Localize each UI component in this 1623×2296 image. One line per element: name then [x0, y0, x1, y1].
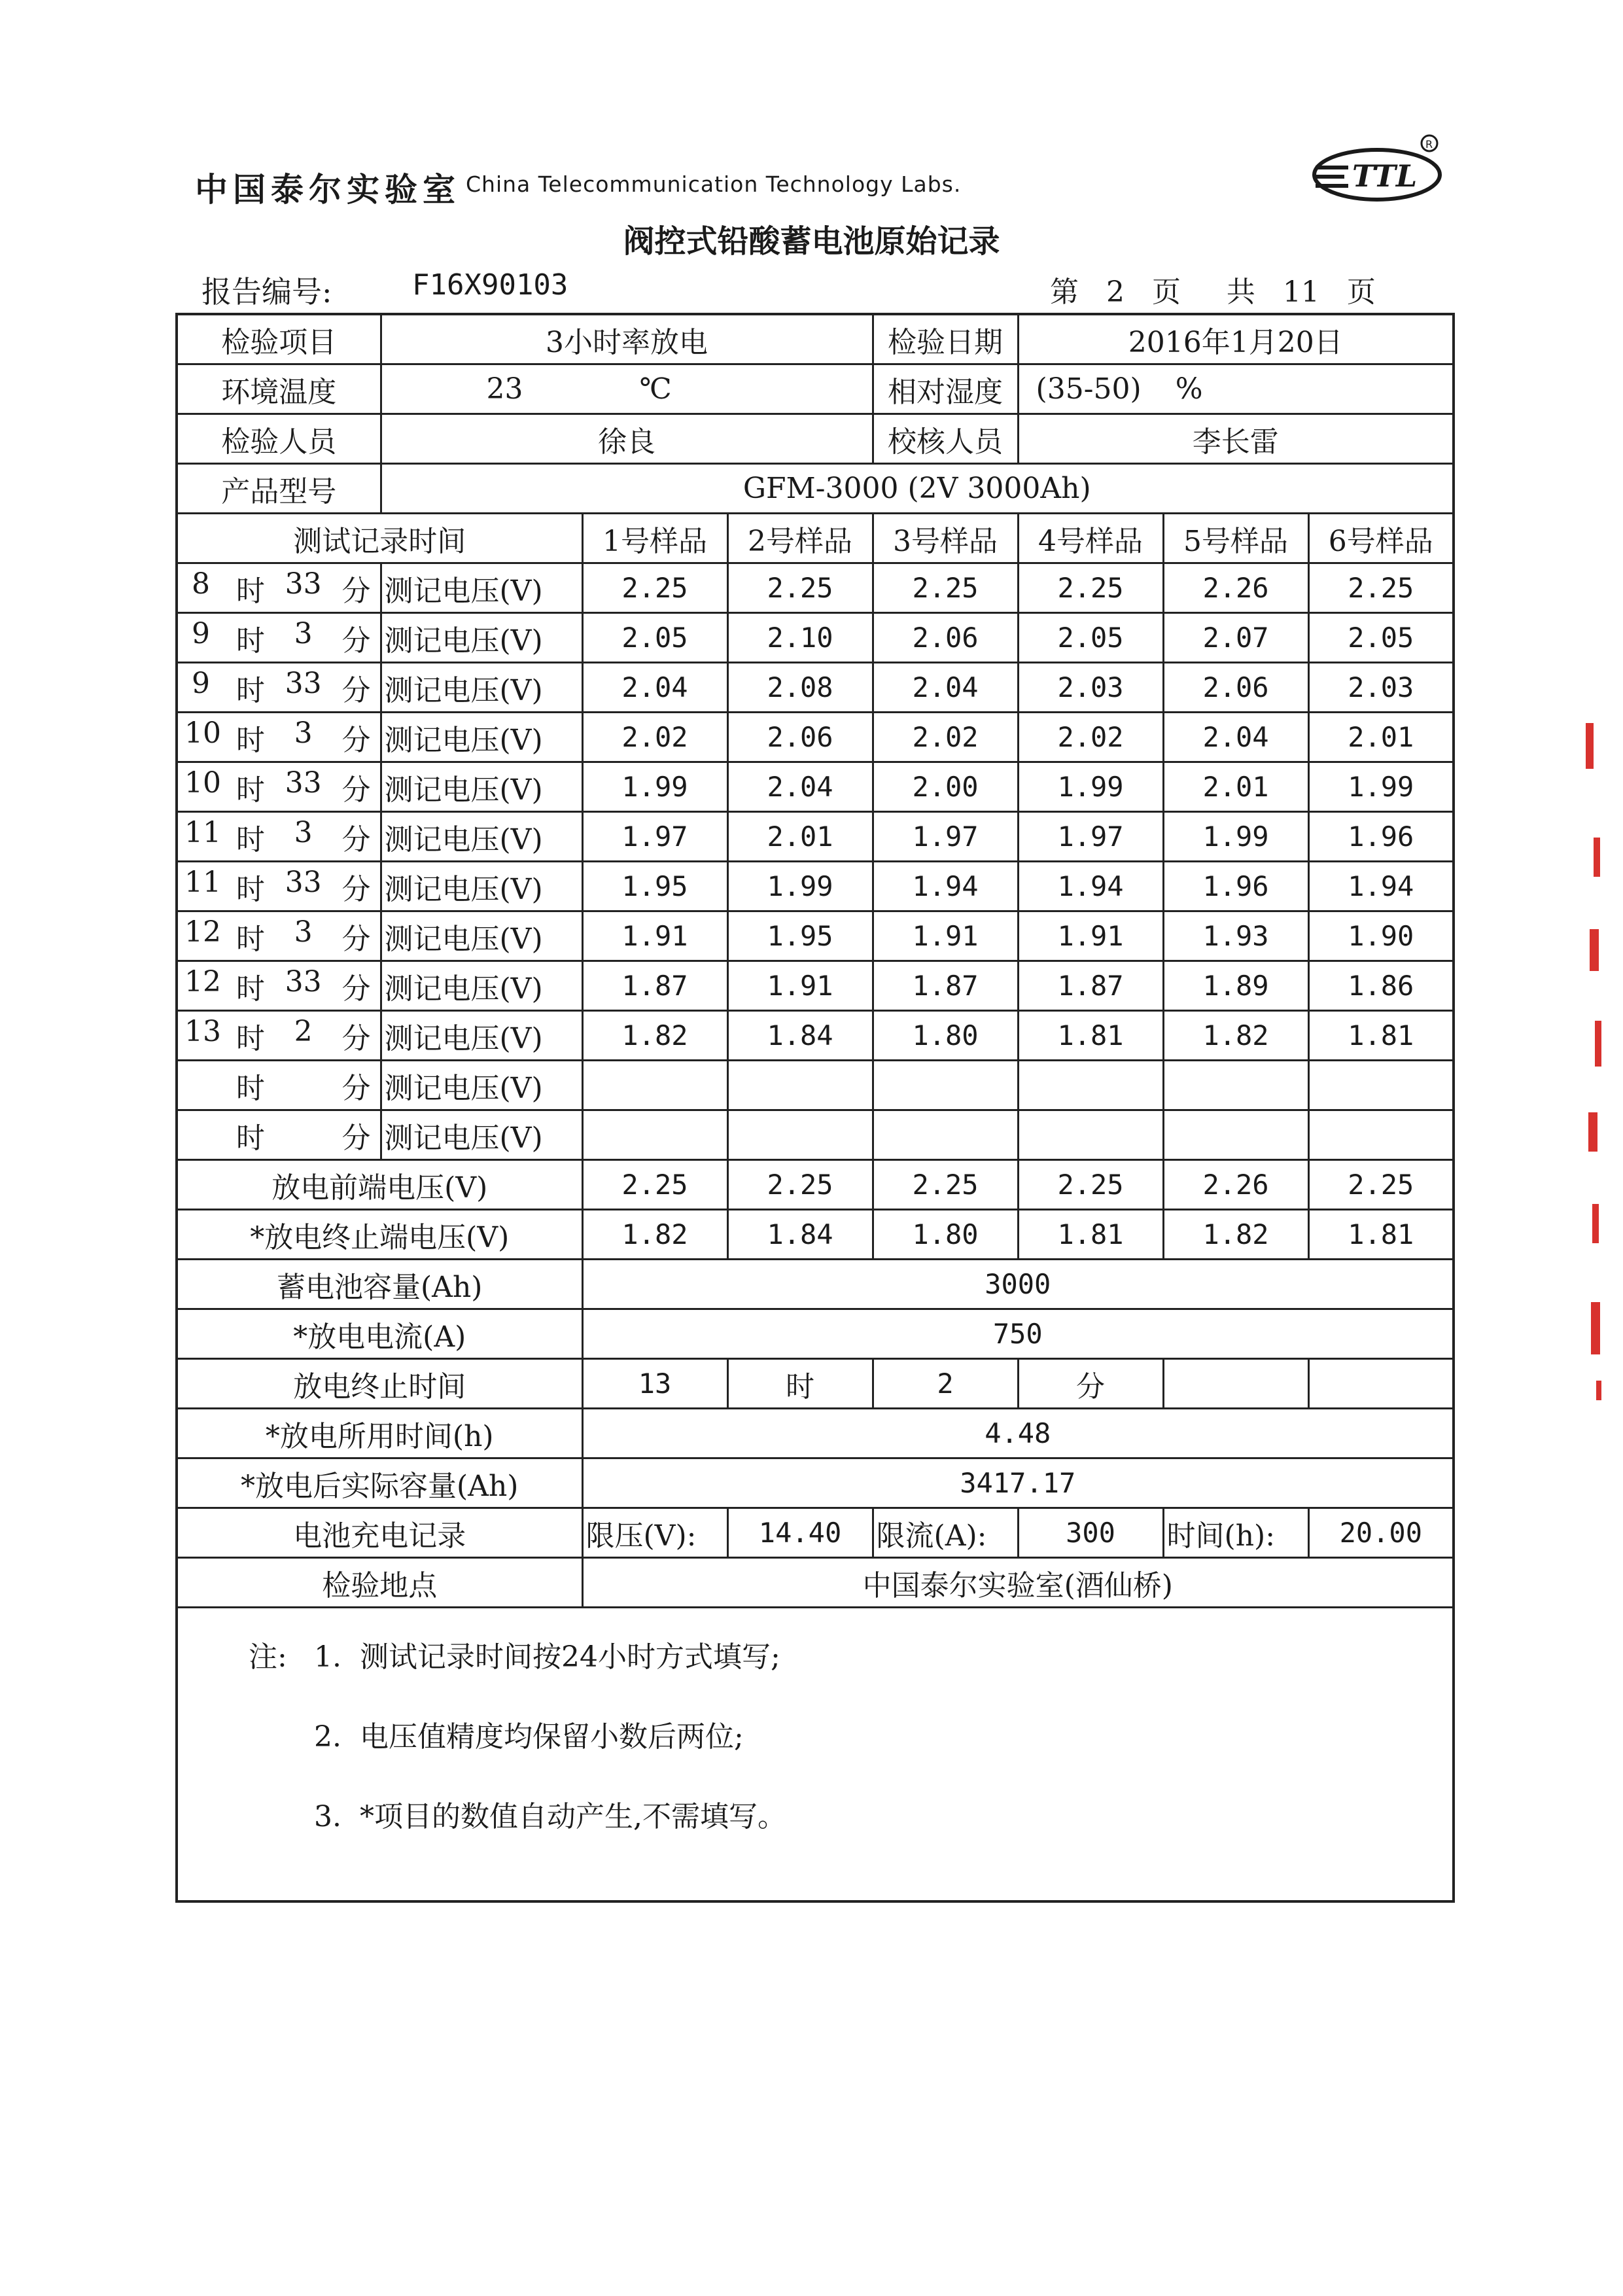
reading-hour: 9 — [192, 666, 210, 700]
discharge-current — [177, 1309, 1454, 1359]
voltage-cell — [1018, 1110, 1163, 1160]
page-suffix: 页 — [1151, 275, 1181, 309]
discharge-duration-value: 4.48 — [582, 1409, 1454, 1458]
voltage-cell: 1.99 — [1308, 762, 1454, 812]
svg-text:TTL: TTL — [1352, 158, 1418, 194]
minute-unit: 分 — [341, 624, 371, 658]
end-voltage-cell: 1.80 — [873, 1210, 1018, 1260]
note-item: 2. 电压值精度均保留小数后两位; — [314, 1720, 744, 1754]
reading-time — [177, 762, 381, 812]
voltage-cell: 1.95 — [582, 862, 727, 911]
reading-time — [177, 812, 381, 862]
pre-voltage-cell: 2.25 — [727, 1160, 873, 1210]
voltage-cell — [873, 1110, 1018, 1160]
reading-minute: 33 — [285, 964, 322, 998]
minute-unit: 分 — [341, 972, 371, 1006]
hour-unit: 时 — [236, 723, 265, 757]
humidity-value: (35-50) — [1036, 372, 1142, 406]
voltage-cell: 2.06 — [1163, 663, 1308, 713]
voltage-cell: 2.03 — [1018, 663, 1163, 713]
minute-unit: 分 — [341, 822, 371, 857]
temperature-value: 23 — [486, 372, 523, 406]
end-voltage-cell: 1.82 — [1163, 1210, 1308, 1260]
report-number: F16X90103 — [412, 268, 568, 302]
reading-minute: 33 — [285, 666, 322, 700]
voltage-cell: 1.87 — [873, 961, 1018, 1011]
date-label: 检验日期 — [873, 314, 1018, 364]
info-row-environment — [177, 364, 1454, 414]
sample-header-3: 3号样品 — [873, 514, 1018, 563]
capacity-value: 3000 — [582, 1260, 1454, 1309]
stamp-mark — [1596, 1381, 1601, 1400]
reading-label: 测记电压(V) — [381, 812, 582, 862]
stamp-mark — [1590, 929, 1599, 971]
voltage-cell: 2.10 — [727, 613, 873, 663]
voltage-cell — [1018, 1061, 1163, 1110]
voltage-cell: 1.91 — [873, 911, 1018, 961]
voltage-cell: 2.25 — [582, 563, 727, 613]
voltage-cell: 1.99 — [582, 762, 727, 812]
minute-unit: 分 — [341, 773, 371, 807]
stamp-mark — [1595, 1021, 1601, 1067]
reading-row — [177, 563, 1454, 613]
voltage-cell: 2.04 — [582, 663, 727, 713]
humidity-label: 相对湿度 — [873, 364, 1018, 414]
voltage-cell: 1.96 — [1163, 862, 1308, 911]
capacity — [177, 1260, 1454, 1309]
voltage-cell: 1.99 — [1163, 812, 1308, 862]
voltage-cell: 2.06 — [873, 613, 1018, 663]
reading-hour: 10 — [184, 716, 221, 750]
stamp-mark — [1591, 1302, 1600, 1354]
voltage-cell — [582, 1110, 727, 1160]
reading-label: 测记电压(V) — [381, 1110, 582, 1160]
model-value: GFM-3000 (2V 3000Ah) — [381, 464, 1454, 514]
reading-hour: 11 — [184, 865, 221, 899]
reading-minute: 2 — [294, 1014, 313, 1048]
reading-time — [177, 961, 381, 1011]
voltage-cell: 1.84 — [727, 1011, 873, 1061]
minute-unit: 分 — [341, 574, 371, 608]
location-value: 中国泰尔实验室(酒仙桥) — [582, 1558, 1454, 1608]
notes-row — [177, 1608, 1454, 1902]
voltage-cell: 1.82 — [1163, 1011, 1308, 1061]
end-voltage-cell: 1.81 — [1308, 1210, 1454, 1260]
voltage-cell: 1.94 — [873, 862, 1018, 911]
pre-voltage-cell: 2.25 — [873, 1160, 1018, 1210]
info-row-item — [177, 314, 1454, 364]
voltage-cell: 1.82 — [582, 1011, 727, 1061]
minute-unit: 分 — [341, 1121, 371, 1155]
reading-row — [177, 713, 1454, 762]
voltage-cell: 1.99 — [1018, 762, 1163, 812]
reading-hour: 12 — [184, 964, 221, 998]
voltage-cell: 2.02 — [1018, 713, 1163, 762]
end-time-row — [177, 1359, 1454, 1409]
reading-time — [177, 713, 381, 762]
reading-label: 测记电压(V) — [381, 563, 582, 613]
end-voltage-cell: 1.82 — [582, 1210, 727, 1260]
voltage-cell — [1163, 1110, 1308, 1160]
discharge-current-value: 750 — [582, 1309, 1454, 1359]
voltage-cell: 2.05 — [1018, 613, 1163, 663]
reviewer-value: 李长雷 — [1018, 414, 1454, 464]
charge-time-value: 20.00 — [1308, 1508, 1454, 1558]
stamp-mark — [1588, 1112, 1597, 1152]
hour-unit: 时 — [236, 574, 265, 608]
reading-label: 测记电压(V) — [381, 762, 582, 812]
sample-header-4: 4号样品 — [1018, 514, 1163, 563]
voltage-cell: 2.25 — [727, 563, 873, 613]
voltage-cell: 2.05 — [582, 613, 727, 663]
discharge-duration — [177, 1409, 1454, 1458]
humidity-unit: % — [1175, 372, 1203, 406]
voltage-cell: 1.91 — [582, 911, 727, 961]
reading-row — [177, 911, 1454, 961]
reading-row — [177, 1110, 1454, 1160]
actual-capacity-label: *放电后实际容量(Ah) — [177, 1458, 582, 1508]
model-label: 产品型号 — [177, 464, 381, 514]
temperature-label: 环境温度 — [177, 364, 381, 414]
reading-time — [177, 1011, 381, 1061]
reading-minute: 33 — [285, 567, 322, 601]
voltage-cell: 1.86 — [1308, 961, 1454, 1011]
voltage-cell: 2.04 — [873, 663, 1018, 713]
hour-unit: 时 — [236, 624, 265, 658]
voltage-cell — [582, 1061, 727, 1110]
pre-voltage-cell: 2.25 — [1018, 1160, 1163, 1210]
end-minute-unit: 分 — [1018, 1359, 1163, 1409]
voltage-cell: 2.03 — [1308, 663, 1454, 713]
charge-voltage-label: 限压(V): — [582, 1508, 727, 1558]
page-prefix: 第 — [1050, 275, 1079, 309]
voltage-cell: 2.25 — [1308, 563, 1454, 613]
reading-label: 测记电压(V) — [381, 1061, 582, 1110]
voltage-cell: 2.04 — [1163, 713, 1308, 762]
charge-current-label: 限流(A): — [873, 1508, 1018, 1558]
reading-row — [177, 613, 1454, 663]
pre-voltage-label: 放电前端电压(V) — [177, 1160, 582, 1210]
reading-hour: 12 — [184, 915, 221, 949]
inspector-label: 检验人员 — [177, 414, 381, 464]
sample-header-1: 1号样品 — [582, 514, 727, 563]
end-voltage-cell: 1.84 — [727, 1210, 873, 1260]
total-prefix: 共 — [1226, 275, 1255, 309]
report-number-label: 报告编号: — [201, 274, 332, 309]
discharge-current-label: *放电电流(A) — [177, 1309, 582, 1359]
end-voltage-cell: 1.81 — [1018, 1210, 1163, 1260]
reading-time — [177, 563, 381, 613]
voltage-cell: 2.25 — [1018, 563, 1163, 613]
voltage-cell: 1.87 — [582, 961, 727, 1011]
voltage-cell — [727, 1110, 873, 1160]
voltage-cell: 1.93 — [1163, 911, 1308, 961]
reading-minute: 33 — [285, 766, 322, 800]
page-number: 2 — [1106, 275, 1125, 309]
page-info — [1050, 268, 1376, 310]
note-item: 3. *项目的数值自动产生,不需填写。 — [314, 1800, 786, 1833]
pre-voltage-cell: 2.25 — [582, 1160, 727, 1210]
reading-row — [177, 1011, 1454, 1061]
voltage-cell: 1.91 — [1018, 911, 1163, 961]
time-column-header: 测试记录时间 — [177, 514, 582, 563]
reading-minute — [284, 1065, 323, 1106]
voltage-cell: 2.01 — [1308, 713, 1454, 762]
voltage-cell: 1.94 — [1308, 862, 1454, 911]
hour-unit: 时 — [236, 972, 265, 1006]
minute-unit: 分 — [341, 673, 371, 707]
minute-unit: 分 — [341, 1071, 371, 1105]
charge-current-value: 300 — [1018, 1508, 1163, 1558]
voltage-cell — [1308, 1110, 1454, 1160]
reading-minute: 33 — [285, 865, 322, 899]
pre-voltage-row — [177, 1160, 1454, 1210]
end-time-label: 放电终止时间 — [177, 1359, 582, 1409]
minute-unit: 分 — [341, 922, 371, 956]
stamp-mark — [1586, 723, 1594, 769]
pre-voltage-cell: 2.25 — [1308, 1160, 1454, 1210]
sample-header-2: 2号样品 — [727, 514, 873, 563]
info-row-people — [177, 414, 1454, 464]
reading-row — [177, 762, 1454, 812]
reading-hour: 8 — [192, 567, 210, 601]
record-table — [175, 313, 1455, 1903]
charge-voltage-value: 14.40 — [727, 1508, 873, 1558]
reading-hour — [184, 1065, 217, 1106]
reading-time — [177, 862, 381, 911]
voltage-cell: 1.97 — [582, 812, 727, 862]
stamp-mark — [1594, 838, 1600, 877]
minute-unit: 分 — [341, 872, 371, 906]
voltage-cell: 2.06 — [727, 713, 873, 762]
voltage-cell: 2.02 — [873, 713, 1018, 762]
total-suffix: 页 — [1346, 275, 1376, 309]
voltage-cell: 2.07 — [1163, 613, 1308, 663]
reading-row — [177, 663, 1454, 713]
end-hour-value: 13 — [582, 1359, 727, 1409]
reading-label: 测记电压(V) — [381, 613, 582, 663]
voltage-cell — [1163, 1061, 1308, 1110]
voltage-cell: 2.05 — [1308, 613, 1454, 663]
reviewer-label: 校核人员 — [873, 414, 1018, 464]
voltage-cell: 1.99 — [727, 862, 873, 911]
reading-time — [177, 911, 381, 961]
reading-minute: 3 — [294, 915, 313, 949]
charge-time-label: 时间(h): — [1163, 1508, 1308, 1558]
sample-header-6: 6号样品 — [1308, 514, 1454, 563]
reading-time — [177, 663, 381, 713]
temperature-unit: ℃ — [639, 372, 672, 406]
voltage-cell — [727, 1061, 873, 1110]
reading-hour: 9 — [192, 616, 210, 650]
voltage-cell: 2.26 — [1163, 563, 1308, 613]
column-header-row — [177, 514, 1454, 563]
charge-label: 电池充电记录 — [177, 1508, 582, 1558]
voltage-cell: 1.87 — [1018, 961, 1163, 1011]
voltage-cell: 1.80 — [873, 1011, 1018, 1061]
humidity-cell — [1018, 364, 1454, 414]
hour-unit: 时 — [236, 872, 265, 906]
end-hour-unit: 时 — [727, 1359, 873, 1409]
end-voltage-row — [177, 1210, 1454, 1260]
item-label: 检验项目 — [177, 314, 381, 364]
capacity-label: 蓄电池容量(Ah) — [177, 1260, 582, 1309]
total-pages: 11 — [1282, 275, 1319, 309]
end-voltage-label: *放电终止端电压(V) — [177, 1210, 582, 1260]
reading-hour — [184, 1114, 217, 1156]
voltage-cell: 1.81 — [1308, 1011, 1454, 1061]
hour-unit: 时 — [236, 1121, 265, 1155]
voltage-cell — [1308, 1061, 1454, 1110]
voltage-cell: 1.94 — [1018, 862, 1163, 911]
ttl-logo-icon — [1312, 134, 1456, 206]
pre-voltage-cell: 2.26 — [1163, 1160, 1308, 1210]
reading-label: 测记电压(V) — [381, 862, 582, 911]
reading-minute: 3 — [294, 716, 313, 750]
reading-hour: 13 — [184, 1014, 221, 1048]
reading-row — [177, 1061, 1454, 1110]
actual-capacity-value: 3417.17 — [582, 1458, 1454, 1508]
brand-english-name: China Telecommunication Technology Labs. — [466, 171, 962, 197]
reading-label: 测记电压(V) — [381, 961, 582, 1011]
notes-cell — [177, 1608, 1454, 1902]
reading-minute — [284, 1114, 323, 1156]
reading-label: 测记电压(V) — [381, 1011, 582, 1061]
reading-row — [177, 812, 1454, 862]
document-title: 阀控式铅酸蓄电池原始记录 — [623, 223, 1000, 260]
voltage-cell: 2.00 — [873, 762, 1018, 812]
charge-record-row — [177, 1508, 1454, 1558]
minute-unit: 分 — [341, 723, 371, 757]
hour-unit: 时 — [236, 773, 265, 807]
end-minute-value: 2 — [873, 1359, 1018, 1409]
voltage-cell: 1.89 — [1163, 961, 1308, 1011]
voltage-cell: 2.25 — [873, 563, 1018, 613]
voltage-cell: 2.01 — [727, 812, 873, 862]
voltage-cell: 1.97 — [873, 812, 1018, 862]
actual-capacity — [177, 1458, 1454, 1508]
location-label: 检验地点 — [177, 1558, 582, 1608]
reading-label: 测记电压(V) — [381, 911, 582, 961]
voltage-cell: 1.97 — [1018, 812, 1163, 862]
brand-chinese-name: 中国泰尔实验室 — [195, 170, 461, 209]
reading-hour: 11 — [184, 815, 221, 849]
reading-row — [177, 862, 1454, 911]
reading-time — [177, 1110, 381, 1160]
reading-time — [177, 1061, 381, 1110]
svg-text:R: R — [1425, 138, 1433, 150]
hour-unit: 时 — [236, 1021, 265, 1055]
note-item: 1. 测试记录时间按24小时方式填写; — [314, 1640, 780, 1674]
date-value: 2016年1月20日 — [1018, 314, 1454, 364]
voltage-cell: 1.95 — [727, 911, 873, 961]
voltage-cell: 2.02 — [582, 713, 727, 762]
reading-label: 测记电压(V) — [381, 663, 582, 713]
info-row-model — [177, 464, 1454, 514]
voltage-cell: 2.01 — [1163, 762, 1308, 812]
voltage-cell — [873, 1061, 1018, 1110]
hour-unit: 时 — [236, 822, 265, 857]
voltage-cell: 1.96 — [1308, 812, 1454, 862]
voltage-cell: 2.08 — [727, 663, 873, 713]
voltage-cell: 1.91 — [727, 961, 873, 1011]
notes-prefix: 注: — [249, 1640, 287, 1674]
reading-time — [177, 613, 381, 663]
hour-unit: 时 — [236, 922, 265, 956]
reading-hour: 10 — [184, 766, 221, 800]
reading-row — [177, 961, 1454, 1011]
reading-minute: 3 — [294, 815, 313, 849]
location-row — [177, 1558, 1454, 1608]
voltage-cell: 1.81 — [1018, 1011, 1163, 1061]
empty-cell — [1308, 1359, 1454, 1409]
sample-header-5: 5号样品 — [1163, 514, 1308, 563]
discharge-duration-label: *放电所用时间(h) — [177, 1409, 582, 1458]
stamp-mark — [1592, 1204, 1599, 1243]
hour-unit: 时 — [236, 1071, 265, 1105]
voltage-cell: 1.90 — [1308, 911, 1454, 961]
item-value: 3小时率放电 — [381, 314, 873, 364]
reading-label: 测记电压(V) — [381, 713, 582, 762]
inspector-value: 徐良 — [381, 414, 873, 464]
temperature-cell — [381, 364, 873, 414]
voltage-cell: 2.04 — [727, 762, 873, 812]
empty-cell — [1163, 1359, 1308, 1409]
reading-minute: 3 — [294, 616, 313, 650]
hour-unit: 时 — [236, 673, 265, 707]
minute-unit: 分 — [341, 1021, 371, 1055]
